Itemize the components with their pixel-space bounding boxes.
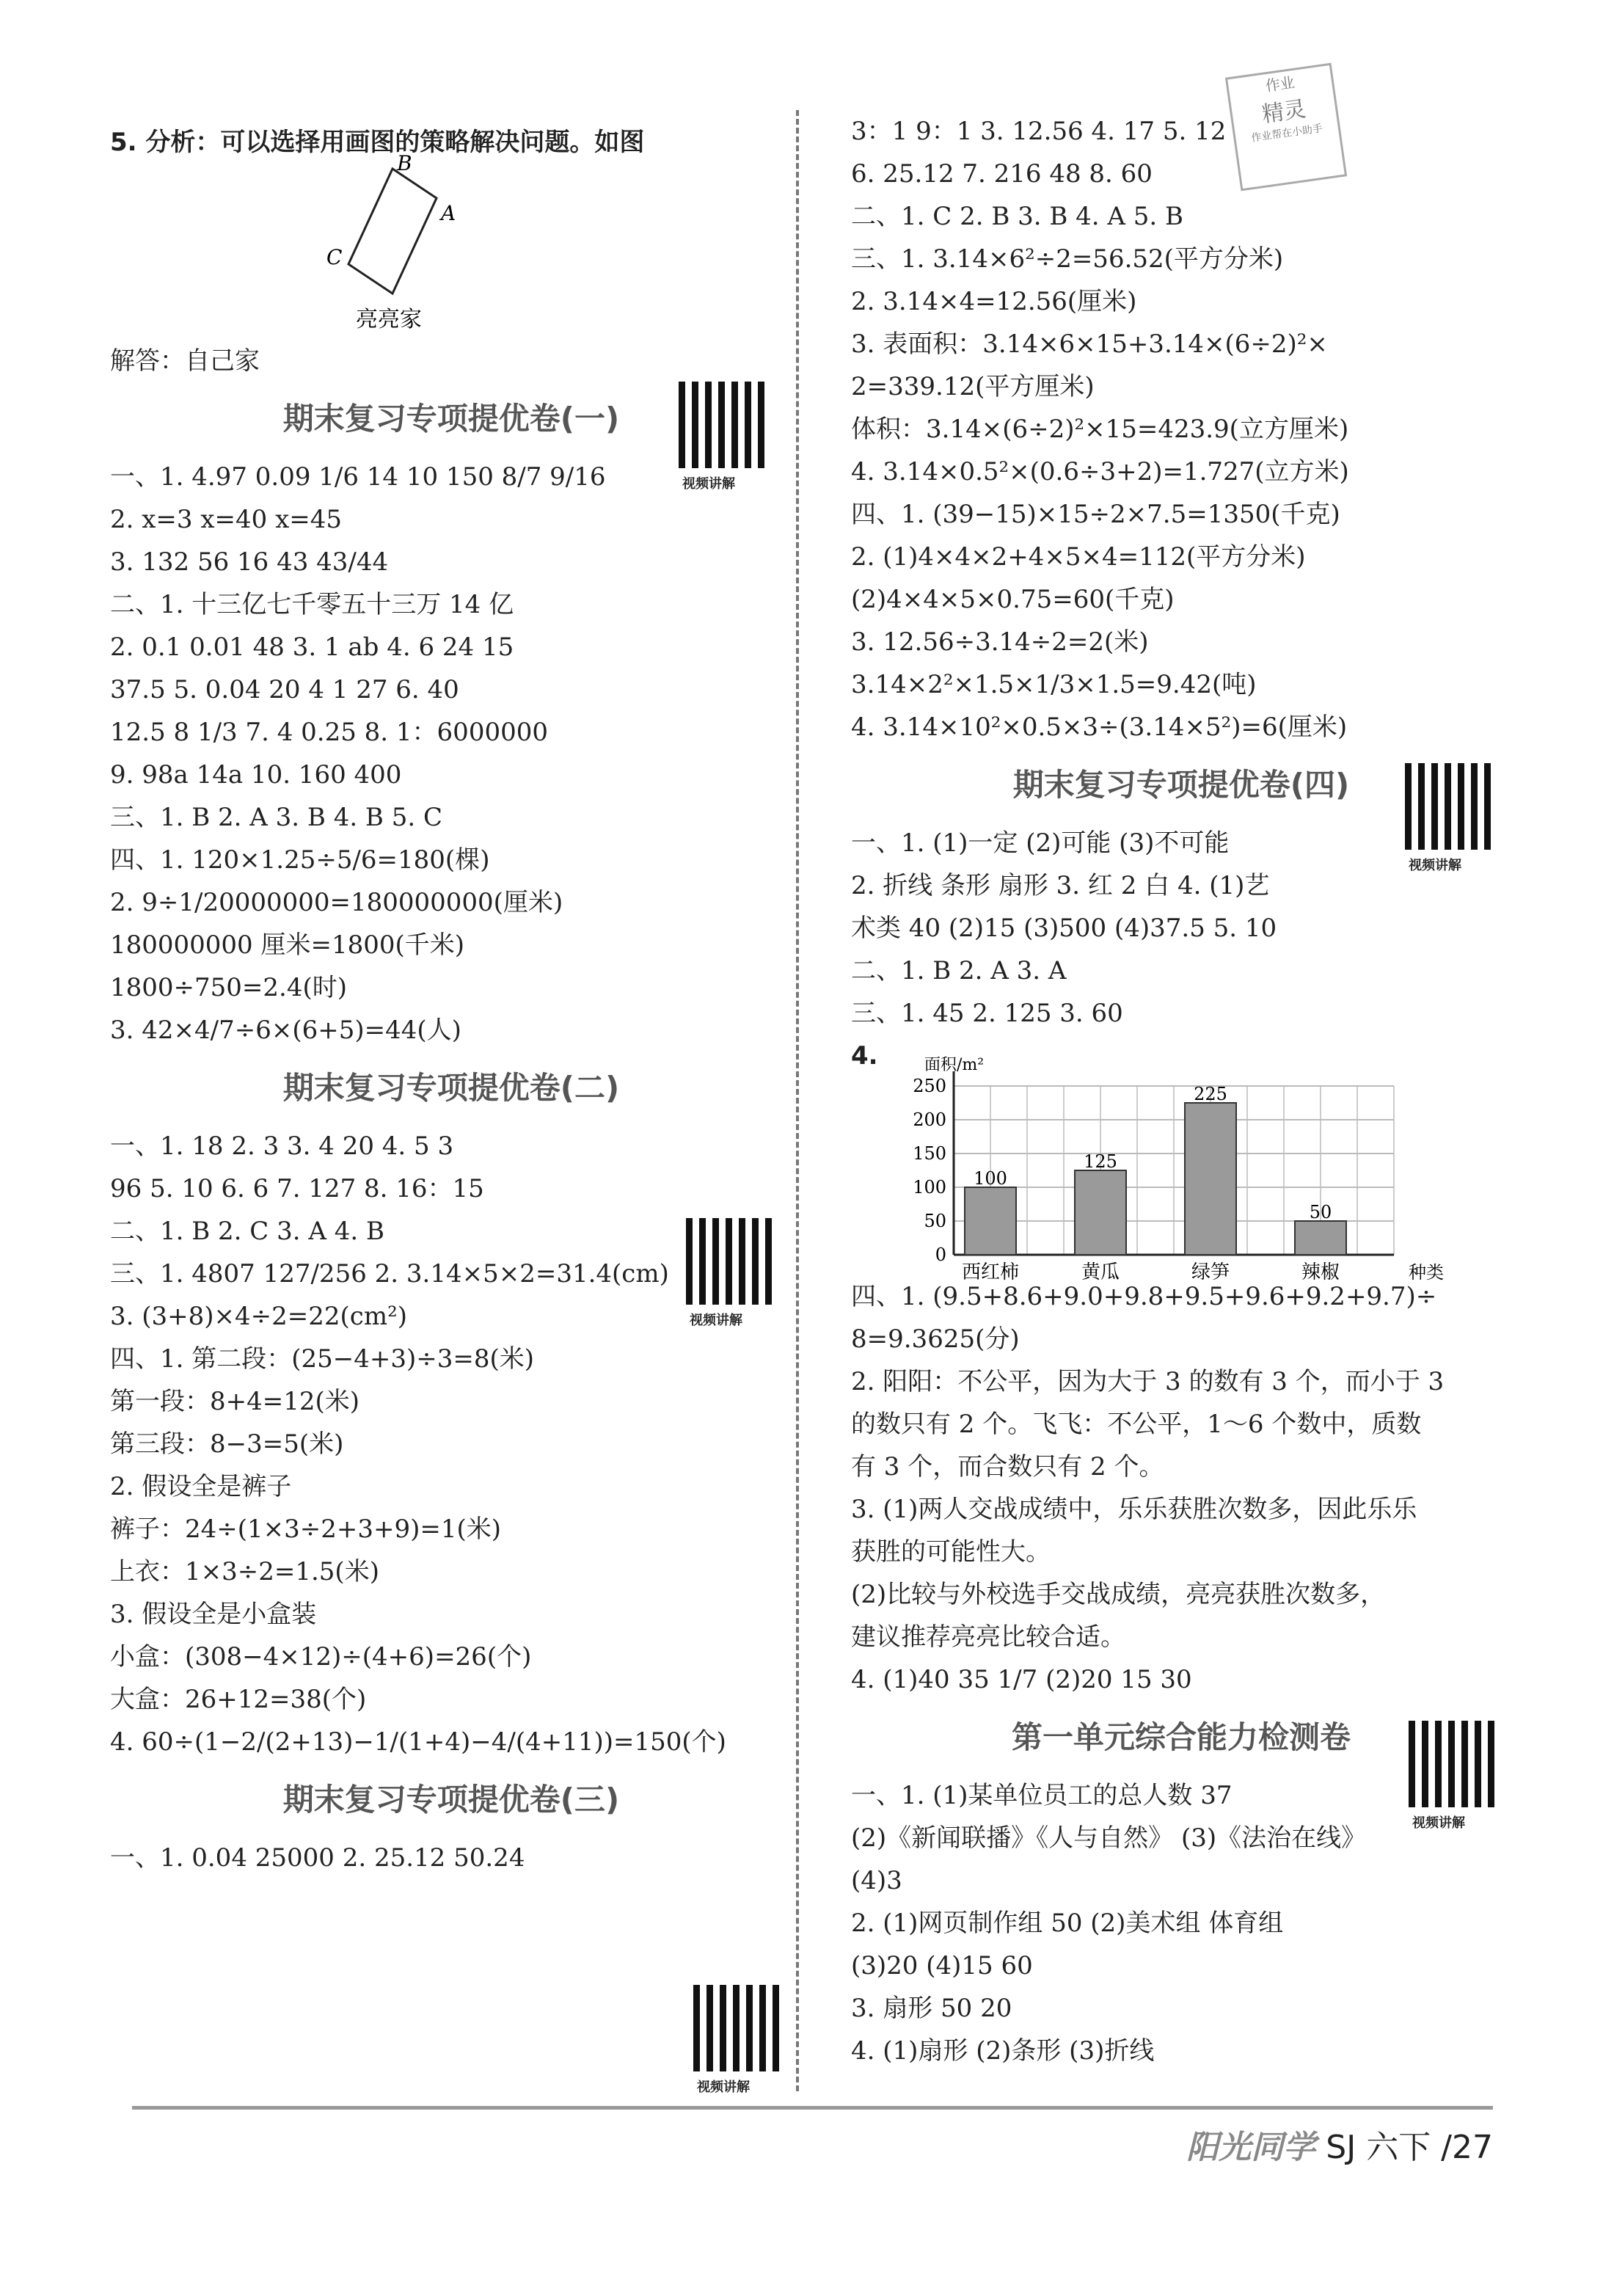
answer-line: 180000000 厘米=1800(千米) — [110, 930, 465, 960]
answer-line: 2. 0.1 0.01 48 3. 1 ab 4. 6 24 15 — [110, 633, 514, 662]
route-diagram — [290, 154, 510, 345]
answer-line: 小盒：(308−4×12)÷(4+6)=26(个) — [110, 1642, 532, 1672]
qr-code-icon[interactable] — [1409, 1721, 1495, 1807]
answer-line: 一、1. (1)一定 (2)可能 (3)不可能 — [851, 828, 1230, 858]
bar-value-label: 100 — [974, 1168, 1007, 1189]
y-axis-label: 面积/m² — [924, 1057, 985, 1074]
answer-line: 三、1. 4807 127/256 2. 3.14×5×2=31.4(cm) — [110, 1259, 669, 1289]
section4-title: 期末复习专项提优卷(四) — [1012, 767, 1350, 803]
section4-lines-b — [851, 1275, 1511, 1701]
answer-line: 2. 阳阳：不公平，因为大于 3 的数有 3 个，而小于 3 — [851, 1367, 1445, 1396]
section-title: 期末复习专项提优卷(三) — [282, 1782, 620, 1818]
answer-line: 9. 98a 14a 10. 160 400 — [110, 760, 402, 790]
answer-line: 3. 12.56÷3.14÷2=2(米) — [851, 627, 1149, 657]
answer-line: 一、1. 18 2. 3 3. 4 20 4. 5 3 — [110, 1131, 454, 1161]
answer-line: 4. (1)40 35 1/7 (2)20 15 30 — [851, 1665, 1192, 1694]
qr-code-icon[interactable] — [686, 1218, 773, 1305]
y-tick-label: 150 — [913, 1143, 946, 1164]
section5-title: 第一单元综合能力检测卷 — [1011, 1719, 1351, 1755]
section4-lines-a — [851, 822, 1511, 1035]
answer-line: 一、1. 4.97 0.09 1/6 14 10 150 8/7 9/16 — [110, 462, 606, 492]
category-label: 绿笋 — [1191, 1261, 1230, 1283]
bar — [965, 1187, 1016, 1255]
answer-line: 四、1. 第二段：(25−4+3)÷3=8(米) — [110, 1344, 535, 1374]
answer-line: 体积：3.14×(6÷2)²×15=423.9(立方厘米) — [851, 415, 1349, 444]
answer-line: 一、1. (1)某单位员工的总人数 37 — [851, 1781, 1233, 1810]
answer-line: 3.14×2²×1.5×1/3×1.5=9.42(吨) — [851, 670, 1257, 699]
left-sections — [110, 382, 792, 1879]
answer-line: 四、1. (9.5+8.6+9.0+9.8+9.5+9.6+9.2+9.7)÷ — [851, 1282, 1437, 1311]
answer-line: 一、1. 0.04 25000 2. 25.12 50.24 — [110, 1843, 525, 1873]
answer-line: (2)比较与外校选手交战成绩，亮亮获胜次数多， — [851, 1580, 1386, 1609]
answer-line: 四、1. (39−15)×15÷2×7.5=1350(千克) — [851, 500, 1340, 529]
answer-line: 2=339.12(平方厘米) — [851, 372, 1095, 401]
label-a: A — [441, 201, 456, 225]
answer-line: 二、1. B 2. A 3. A — [851, 956, 1067, 985]
answer-line: 第一段：8+4=12(米) — [110, 1387, 360, 1416]
answer-line: 的数只有 2 个。飞飞：不公平，1～6 个数中，质数 — [851, 1410, 1422, 1439]
diagram-caption: 亮亮家 — [356, 307, 422, 332]
y-tick-label: 50 — [924, 1211, 946, 1231]
answer-line: 4. 3.14×0.5²×(0.6÷3+2)=1.727(立方米) — [851, 457, 1349, 486]
answer-line: 三、1. 45 2. 125 3. 60 — [851, 999, 1123, 1028]
answer-line: 获胜的可能性大。 — [851, 1537, 1051, 1567]
answer-line: 4. 3.14×10²×0.5×3÷(3.14×5²)=6(厘米) — [851, 713, 1348, 742]
chart-number: 4. — [851, 1041, 878, 1071]
category-label: 辣椒 — [1301, 1261, 1340, 1283]
answer-line: 2. 假设全是裤子 — [110, 1472, 292, 1501]
answer-line: 96 5. 10 6. 6 7. 127 8. 16：15 — [110, 1174, 484, 1203]
qr-code-icon[interactable] — [693, 1985, 780, 2071]
right-top-lines — [851, 110, 1511, 748]
category-label: 黄瓜 — [1081, 1261, 1120, 1283]
answer-line: 术类 40 (2)15 (3)500 (4)37.5 5. 10 — [851, 914, 1277, 943]
answer-line: (2)《新闻联播》《人与自然》 (3)《法治在线》 — [851, 1823, 1367, 1853]
qr-code-icon[interactable] — [679, 382, 765, 468]
answer-line: 2. 9÷1/20000000=180000000(厘米) — [110, 888, 563, 917]
answer-line: 四、1. 120×1.25÷5/6=180(棵) — [110, 845, 490, 875]
qr-code-icon[interactable] — [1405, 763, 1491, 850]
answer-line: 2. 3.14×4=12.56(厘米) — [851, 287, 1137, 316]
answer-line: 8=9.3625(分) — [851, 1324, 1020, 1354]
answer-line: 4. 60÷(1−2/(2+13)−1/(1+4)−4/(4+11))=150(个) — [110, 1727, 726, 1757]
bar-value-label: 50 — [1309, 1202, 1332, 1222]
answer-line: 三、1. B 2. A 3. B 4. B 5. C — [110, 803, 442, 832]
y-tick-label: 100 — [913, 1177, 946, 1198]
answer-line: 有 3 个，而合数只有 2 个。 — [851, 1452, 1164, 1482]
bar — [1185, 1103, 1236, 1255]
problem5-answer: 解答：自己家 — [110, 346, 260, 376]
answer-line: 12.5 8 1/3 7. 4 0.25 8. 1：6000000 — [110, 718, 548, 747]
bar — [1075, 1170, 1126, 1255]
stamp-line2: 精灵 — [1260, 96, 1308, 128]
problem5-analysis: 5. 分析：可以选择用画图的策略解决问题。如图 — [110, 128, 645, 157]
answer-line: 2. 折线 条形 扇形 3. 红 2 白 4. (1)艺 — [851, 871, 1270, 900]
bar-value-label: 225 — [1194, 1084, 1227, 1104]
answer-line: 3. 132 56 16 43 43/44 — [110, 547, 389, 577]
answer-line: 二、1. C 2. B 3. B 4. A 5. B — [851, 202, 1183, 231]
answer-line: (3)20 (4)15 60 — [851, 1951, 1033, 1980]
qr-caption: 视频讲解 — [690, 1313, 742, 1328]
qr-caption: 视频讲解 — [682, 476, 735, 492]
y-tick-label: 200 — [913, 1109, 946, 1130]
area-bar-chart — [888, 1057, 1460, 1284]
left-column — [110, 110, 792, 1879]
answer-line: 建议推荐亮亮比较合适。 — [851, 1622, 1125, 1652]
footer-rule — [132, 2106, 1493, 2110]
section-title: 期末复习专项提优卷(一) — [282, 401, 620, 437]
answer-line: 3：1 9：1 3. 12.56 4. 17 5. 12 — [851, 117, 1227, 146]
answer-line: 3. 假设全是小盒装 — [110, 1600, 317, 1629]
answer-line: 3. (1)两人交战成绩中，乐乐获胜次数多，因此乐乐 — [851, 1495, 1417, 1524]
section-title: 期末复习专项提优卷(二) — [282, 1070, 620, 1106]
answer-line: 裤子：24÷(1×3÷2+3+9)=1(米) — [110, 1515, 502, 1544]
route-shape — [348, 169, 437, 294]
label-c: C — [326, 245, 343, 269]
answer-line: (4)3 — [851, 1866, 902, 1895]
answer-line: 4. (1)扇形 (2)条形 (3)折线 — [851, 2036, 1155, 2066]
answer-line: 上衣：1×3÷2=1.5(米) — [110, 1557, 379, 1586]
y-tick-label: 0 — [935, 1244, 946, 1265]
answer-line: 2. (1)4×4×2+4×5×4=112(平方分米) — [851, 542, 1306, 572]
answer-line: 二、1. 十三亿七千零五十三万 14 亿 — [110, 590, 514, 619]
category-label: 西红柿 — [961, 1261, 1020, 1283]
y-tick-label: 250 — [913, 1076, 946, 1096]
answer-line: 3. 扇形 50 20 — [851, 1994, 1012, 2023]
answer-line: (2)4×4×5×0.75=60(千克) — [851, 585, 1175, 614]
stamp-line3: 作业帮在小助手 — [1250, 123, 1323, 145]
answer-line: 37.5 5. 0.04 20 4 1 27 6. 40 — [110, 675, 459, 704]
answer-line: 二、1. B 2. C 3. A 4. B — [110, 1217, 384, 1246]
answer-line: 第三段：8−3=5(米) — [110, 1429, 344, 1459]
qr-caption: 视频讲解 — [697, 2080, 750, 2095]
answer-line: 3. (3+8)×4÷2=22(cm²) — [110, 1302, 407, 1331]
page-footer — [1186, 2121, 1493, 2168]
bar — [1295, 1221, 1346, 1255]
bar-value-label: 125 — [1084, 1151, 1117, 1172]
answer-line: 6. 25.12 7. 216 48 8. 60 — [851, 159, 1153, 189]
label-b: B — [397, 154, 412, 175]
stamp-line1: 作业 — [1264, 73, 1296, 95]
qr-caption: 视频讲解 — [1409, 858, 1461, 873]
qr-caption: 视频讲解 — [1412, 1815, 1465, 1831]
answer-line: 2. (1)网页制作组 50 (2)美术组 体育组 — [851, 1909, 1284, 1938]
answer-line: 1800÷750=2.4(时) — [110, 973, 347, 1002]
x-axis-label: 种类 — [1409, 1262, 1444, 1283]
answer-line: 3. 表面积：3.14×6×15+3.14×(6÷2)²× — [851, 329, 1328, 359]
brand-logo: 阳光同学 — [1186, 2129, 1316, 2166]
column-divider — [796, 110, 799, 2091]
answer-line: 2. x=3 x=40 x=45 — [110, 505, 343, 534]
answer-line: 三、1. 3.14×6²÷2=56.52(平方分米) — [851, 244, 1284, 274]
answer-line: 3. 42×4/7÷6×(6+5)=44(人) — [110, 1016, 461, 1045]
answer-line: 大盒：26+12=38(个) — [110, 1685, 367, 1714]
page-number: SJ 六下 /27 — [1326, 2129, 1493, 2166]
